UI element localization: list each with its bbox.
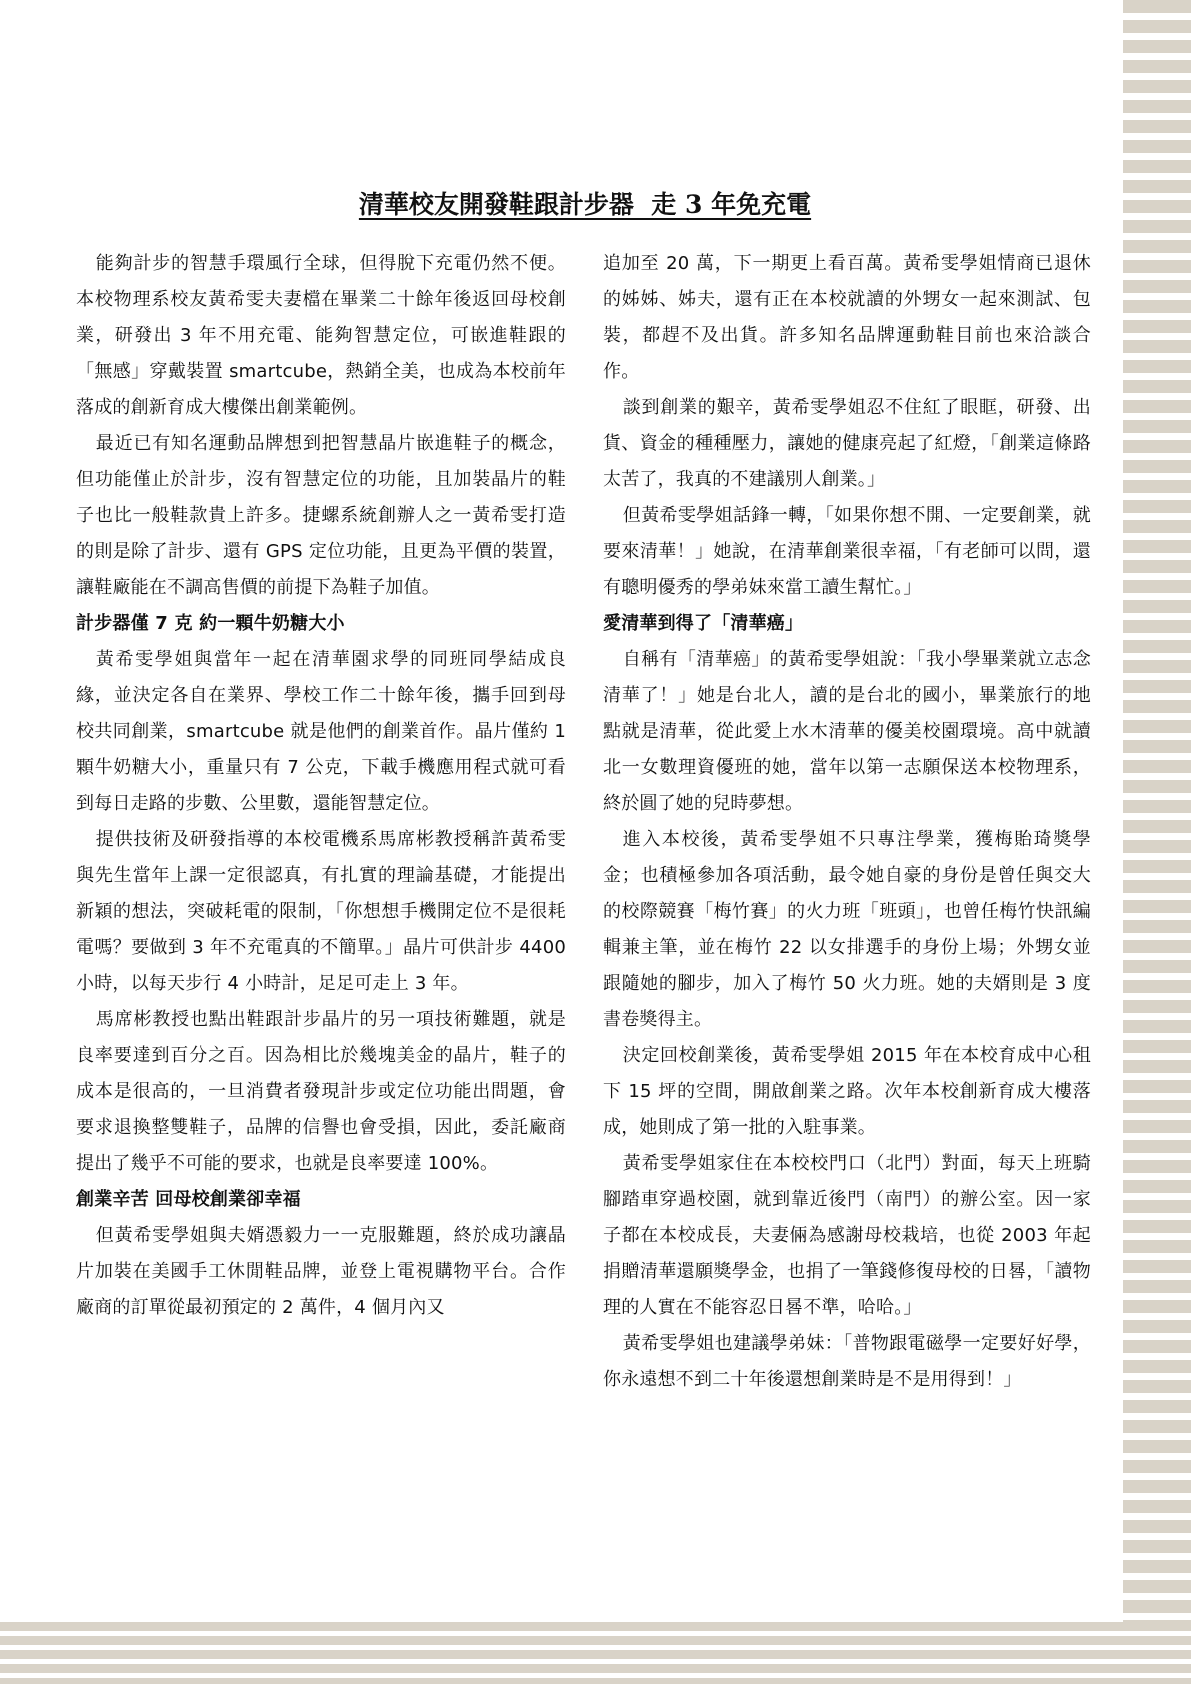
section-heading: 愛清華到得了「清華癌」 <box>603 613 804 634</box>
paragraph: 談到創業的艱辛，黃希雯學姐忍不住紅了眼眶，研發、出貨、資金的種種壓力，讓她的健康亮起了紅燈，「創業這條路太苦了，我真的不建議別人創業。」 <box>603 397 1091 490</box>
decorative-stripe-right <box>1123 0 1191 1684</box>
paragraph: 提供技術及研發指導的本校電機系馬席彬教授稱許黃希雯與先生當年上課一定很認真，有扎實的理論基礎，才能提出新穎的想法，突破耗電的限制，「你想想手機開定位不是很耗電嗎？要做到 3 年不充電真的不簡單。」晶片可供計步 4400 小時，以每天步行 4 小時計，足足可走上 3 年。 <box>76 829 566 994</box>
paragraph: 追加至 20 萬，下一期更上看百萬。黃希雯學姐情商已退休的姊姊、姊夫，還有正在本校就讀的外甥女一起來測試、包裝，都趕不及出貨。許多知名品牌運動鞋目前也來洽談合作。 <box>603 253 1091 382</box>
paragraph: 能夠計步的智慧手環風行全球，但得脫下充電仍然不便。本校物理系校友黃希雯夫妻檔在畢業二十餘年後返回母校創業，研發出 3 年不用充電、能夠智慧定位，可嵌進鞋跟的「無感」穿戴裝置 smartcube，熱銷全美，也成為本校前年落成的創新育成大樓傑出創業範例。 <box>76 253 566 418</box>
section-heading: 創業辛苦 回母校創業卻幸福 <box>76 1189 301 1210</box>
paragraph: 自稱有「清華癌」的黃希雯學姐說：「我小學畢業就立志念清華了！」她是台北人，讀的是台北的國小，畢業旅行的地點就是清華，從此愛上水木清華的優美校園環境。高中就讀北一女數理資優班的她，當年以第一志願保送本校物理系，終於圓了她的兒時夢想。 <box>603 649 1091 814</box>
article-column-left <box>76 246 566 1326</box>
section-heading: 計步器僅 7 克 約一顆牛奶糖大小 <box>76 613 345 634</box>
paragraph: 馬席彬教授也點出鞋跟計步晶片的另一項技術難題，就是良率要達到百分之百。因為相比於幾塊美金的晶片，鞋子的成本是很高的，一旦消費者發現計步或定位功能出問題，會要求退換整雙鞋子，品牌的信譽也會受損，因此，委託廠商提出了幾乎不可能的要求，也就是良率要達 100%。 <box>76 1009 566 1174</box>
paragraph: 黃希雯學姐家住在本校校門口（北門）對面，每天上班騎腳踏車穿過校園，就到靠近後門（南門）的辦公室。因一家子都在本校成長，夫妻倆為感謝母校栽培，也從 2003 年起捐贈清華還願獎學金，也捐了一筆錢修復母校的日晷，「讀物理的人實在不能容忍日晷不準，哈哈。」 <box>603 1153 1091 1318</box>
paragraph: 決定回校創業後，黃希雯學姐 2015 年在本校育成中心租下 15 坪的空間，開啟創業之路。次年本校創新育成大樓落成，她則成了第一批的入駐事業。 <box>603 1045 1091 1138</box>
paragraph: 黃希雯學姐也建議學弟妹：「普物跟電磁學一定要好好學，你永遠想不到二十年後還想創業時是不是用得到！」 <box>603 1333 1091 1390</box>
decorative-stripe-bottom <box>0 1622 1191 1684</box>
paragraph: 黃希雯學姐與當年一起在清華園求學的同班同學結成良緣，並決定各自在業界、學校工作二十餘年後，攜手回到母校共同創業，smartcube 就是他們的創業首作。晶片僅約 1 顆牛奶糖大小，重量只有 7 公克，下載手機應用程式就可看到每日走路的步數、公里數，還能智慧定位。 <box>76 649 566 814</box>
article-column-right <box>603 246 1091 1398</box>
paragraph: 但黃希雯學姐與夫婿憑毅力一一克服難題，終於成功讓晶片加裝在美國手工休閒鞋品牌，並登上電視購物平台。合作廠商的訂單從最初預定的 2 萬件，4 個月內又 <box>76 1225 566 1318</box>
paragraph: 但黃希雯學姐話鋒一轉，「如果你想不開、一定要創業，就要來清華！」她說，在清華創業很幸福，「有老師可以問，還有聰明優秀的學弟妹來當工讀生幫忙。」 <box>603 505 1091 598</box>
article-title: 清華校友開發鞋跟計步器 走 3 年免充電 <box>358 190 812 219</box>
paragraph: 進入本校後，黃希雯學姐不只專注學業，獲梅貽琦獎學金；也積極參加各項活動，最令她自豪的身份是曾任與交大的校際競賽「梅竹賽」的火力班「班頭」，也曾任梅竹快訊編輯兼主筆，並在梅竹 22 以女排選手的身份上場；外甥女並跟隨她的腳步，加入了梅竹 50 火力班。她的夫婿則是 3 度書卷獎得主。 <box>603 829 1091 1030</box>
paragraph: 最近已有知名運動品牌想到把智慧晶片嵌進鞋子的概念，但功能僅止於計步，沒有智慧定位的功能，且加裝晶片的鞋子也比一般鞋款貴上許多。捷螺系統創辦人之一黃希雯打造的則是除了計步、還有 GPS 定位功能，且更為平價的裝置，讓鞋廠能在不調高售價的前提下為鞋子加值。 <box>76 433 566 598</box>
